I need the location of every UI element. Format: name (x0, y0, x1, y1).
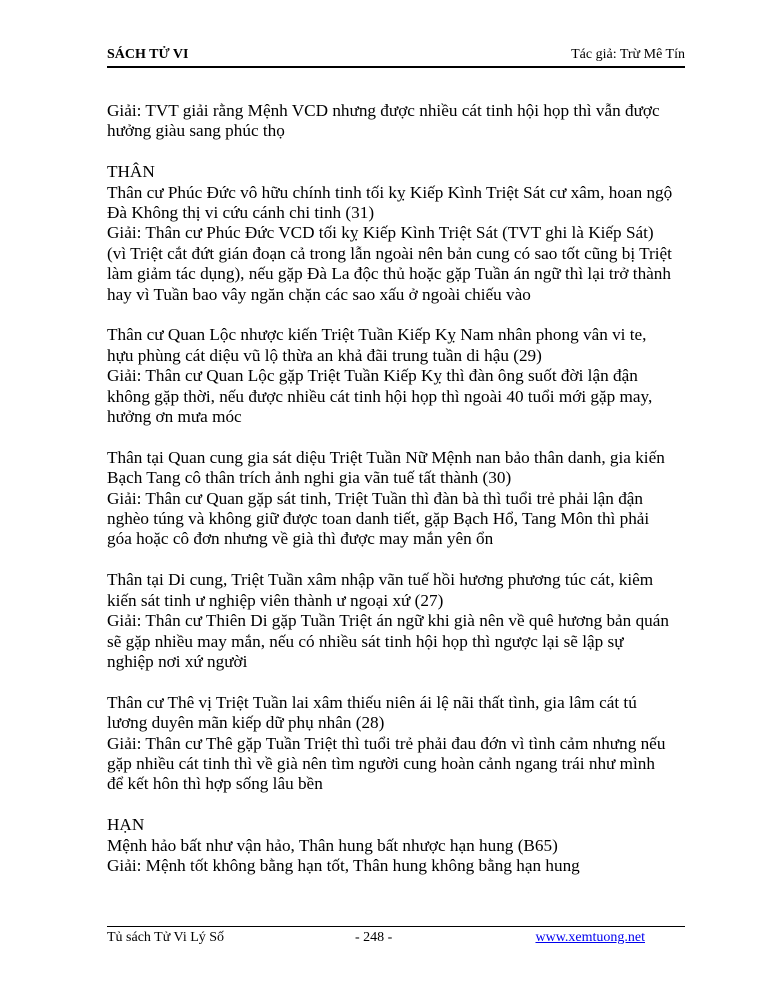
paragraph-line: Thân tại Di cung, Triệt Tuần xâm nhập vãn tuế hồi hương phương túc cát, kiêm kiến sát tinh ư nghiệp viên thành ư ngoại xứ (27) (107, 570, 654, 610)
paragraph-block (107, 693, 697, 795)
paragraph-line: Giải: Mệnh tốt không bằng hạn tốt, Thân hung không bằng hạn hung (107, 855, 580, 875)
paragraph-line: Thân cư Quan Lộc nhược kiến Triệt Tuần Kiếp Kỵ Nam nhân phong vân vi te, hựu phùng cát diệu vũ lộ thừa an khả đãi trung tuần di hậu (29) (107, 325, 647, 365)
paragraph-block (107, 101, 697, 142)
section-heading: THÂN (107, 162, 155, 182)
page-body (107, 101, 697, 897)
section-han (107, 815, 697, 876)
website-link[interactable]: www.xemtuong.net (535, 930, 645, 945)
section-than (107, 162, 697, 305)
paragraph-block (107, 570, 697, 672)
page-footer (107, 926, 685, 949)
paragraph-line: Thân cư Phúc Đức vô hữu chính tinh tối kỵ Kiếp Kình Triệt Sát cư xâm, hoan ngộ Đà Không thị vi cứu cánh chi tinh (31) (107, 182, 673, 223)
paragraph-line: Giải: Thân cư Quan gặp sát tinh, Triệt Tuần thì đàn bà thì tuổi trẻ phải lận đận nghèo túng và không giữ được toan danh tiết, gặp Bạch Hổ, Tang Môn thì phải góa hoặc cô đơn nhưng về già thì được may mắn yên ổn (107, 488, 650, 549)
series-name: Tủ sách Tử Vi Lý Số (107, 930, 225, 945)
paragraph-line: Giải: Thân cư Thiên Di gặp Tuần Triệt án ngữ khi già nên về quê hương bản quán sẽ gặp nhiều may mắn, nếu có nhiều sát tinh hội họp thì ngược lại sẽ lập sự nghiệp nơi xứ người (107, 611, 669, 671)
book-title: SÁCH TỬ VI (107, 47, 189, 62)
paragraph-line: Thân cư Thê vị Triệt Tuần lai xâm thiếu niên ái lệ nãi thất tình, gia lâm cát tú lương duyên mãn kiếp dữ phụ nhân (28) (107, 692, 637, 733)
paragraph-line: Thân tại Quan cung gia sát diệu Triệt Tuần Nữ Mệnh nan bảo thân danh, gia kiến Bạch Tang cô thân trích ảnh nghi gia vãn tuế tất thành (30) (107, 447, 665, 488)
author-line: Tác giả: Trừ Mê Tín (571, 47, 685, 62)
section-heading: HẠN (107, 815, 145, 835)
paragraph-line: Mệnh hảo bất như vận hảo, Thân hung bất nhược hạn hung (B65) (107, 835, 558, 855)
page-header (107, 44, 685, 68)
paragraph-line: Giải: Thân cư Thê gặp Tuần Triệt thì tuổi trẻ phải đau đớn vì tình cảm nhưng nếu gặp nhiều cát tinh thì về già nên tìm người cung hoàn cảnh ngang trái như mình để kết hôn thì hợp sống lâu bền (107, 733, 666, 794)
page-number: - 248 - (355, 930, 393, 945)
paragraph-line: Giải: TVT giải rằng Mệnh VCD nhưng được nhiều cát tinh hội họp thì vẫn được hưởng giàu sang phúc thọ (107, 101, 660, 141)
paragraph-line: Giải: Thân cư Phúc Đức VCD tối kỵ Kiếp Kình Triệt Sát (TVT ghi là Kiếp Sát) (vì Triệt cắt đứt gián đoạn cả trong lẫn ngoài nên bản cung có sao tốt cũng bị Triệt làm giảm tác dụng), nếu gặp Đà La độc thủ hoặc gặp Tuần án ngữ thì lại trở thành hay vì Tuần bao vây ngăn chặn các sao xấu ở ngoài chiếu vào (107, 223, 672, 304)
paragraph-line: Giải: Thân cư Quan Lộc gặp Triệt Tuần Kiếp Kỵ thì đàn ông suốt đời lận đận không gặp thời, nếu được nhiều cát tinh hội họp thì ngoài 40 tuổi mới gặp may, hưởng ơn mưa móc (107, 366, 653, 427)
paragraph-block (107, 325, 697, 427)
paragraph-block (107, 448, 697, 550)
